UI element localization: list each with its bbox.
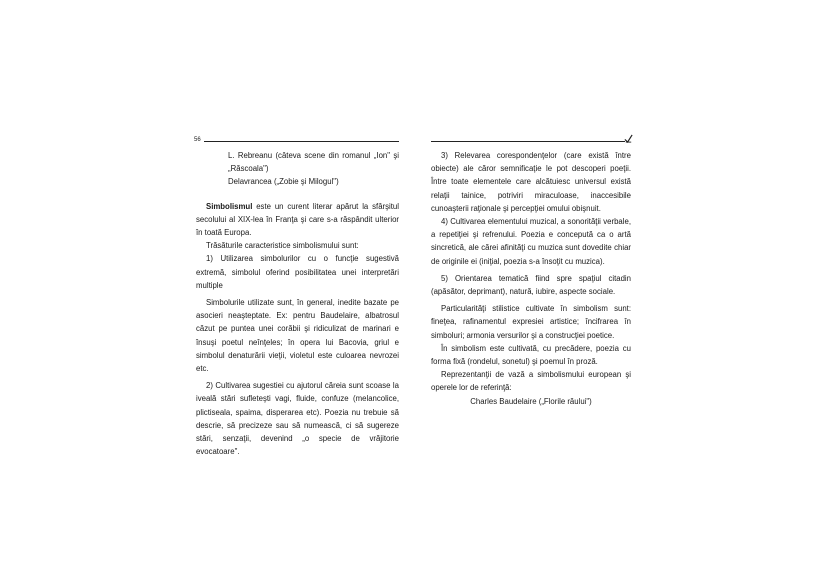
trait-4: 4) Cultivarea elementului muzical, a sonorităţii verbale, a repetiţiei şi refrenului. Poezia e concepută ca o artă sincretică, ale cărei afinităţi cu muzica sunt dovedite chiar de originile ei (iniţial, poezia s-a însoţit cu muzica).	[431, 217, 631, 266]
author-rebreanu: L. Rebreanu (câteva scene din romanul „Ion" şi „Răscoala")	[228, 151, 399, 174]
simbolism-term: Simbolismul	[206, 201, 253, 211]
author-delavrancea: Delavrancea („Zobie şi Milogul")	[228, 177, 339, 187]
trait-2: 2) Cultivarea sugestiei cu ajutorul căreia sunt scoase la iveală stări sufleteşti vagi, fluide, confuze (melancolice, plictiseala, spaima, disperarea etc). Poezia nu trebuie să descrie, să precizeze sau să numească, ci să sugereze stări, senzaţii, devenind „o specie de vrăjitorie evocatoare".	[196, 381, 399, 457]
header-rule-left	[204, 141, 399, 142]
trait-3: 3) Relevarea corespondenţelor (care există între obiecte) ale căror semnificaţie le pot descoperi poeţii. Între toate elementele care alcătuiesc universul există relaţii tainice, potriviri miraculoase, inaccesibile cunoaşterii raţionale şi percepţiei omului obişnuit.	[431, 151, 631, 213]
header-rule-right	[431, 141, 625, 142]
pencil-mark-icon	[624, 134, 633, 143]
left-page-body	[196, 149, 399, 458]
traits-intro: Trăsăturile caracteristice simbolismului sunt:	[206, 241, 359, 251]
simbolism-definition-paragraph	[196, 200, 399, 240]
authors-list	[196, 149, 399, 189]
representative-baudelaire: Charles Baudelaire („Florile răului")	[470, 396, 592, 406]
simbolism-definition: este un curent literar apărut la sfârşitul secolului al XIX-lea în Franţa şi care s-a răspândit ulterior în toată Europa.	[196, 201, 399, 238]
trait-1-details: Simbolurile utilizate sunt, în general, inedite bazate pe asocieri neaşteptate. Ex: pentru Baudelaire, albatrosul căzut pe puntea unei corăbii şi ridiculizat de marinari e însuşi poetul neînţeles; în opera lui Bacovia, griul e simbolul denaturării vieţii, violetul este culoarea nevrozei etc.	[196, 298, 399, 374]
trait-1: 1) Utilizarea simbolurilor cu o funcţie sugestivă extremă, simbolul oferind posibilitatea unei interpretări multiple	[196, 254, 399, 290]
fixed-form-poetry: În simbolism este cultivată, cu precădere, poezia cu forma fixă (rondelul, sonetul) şi poemul în proză.	[431, 343, 631, 367]
right-page-body	[431, 149, 631, 408]
stylistic-features: Particularităţi stilistice cultivate în simbolism sunt: fineţea, rafinamentul expresiei artistice; încifrarea în simboluri; armonia versurilor şi a construcţiei poetice.	[431, 304, 631, 340]
page-number-left: 56	[194, 137, 201, 143]
representatives-intro: Reprezentanţii de vază a simbolismului european şi operele lor de referinţă:	[431, 370, 631, 393]
trait-5: 5) Orientarea tematică fiind spre spaţiul citadin (apăsător, deprimant), natură, iubire, aspecte sociale.	[431, 273, 631, 297]
